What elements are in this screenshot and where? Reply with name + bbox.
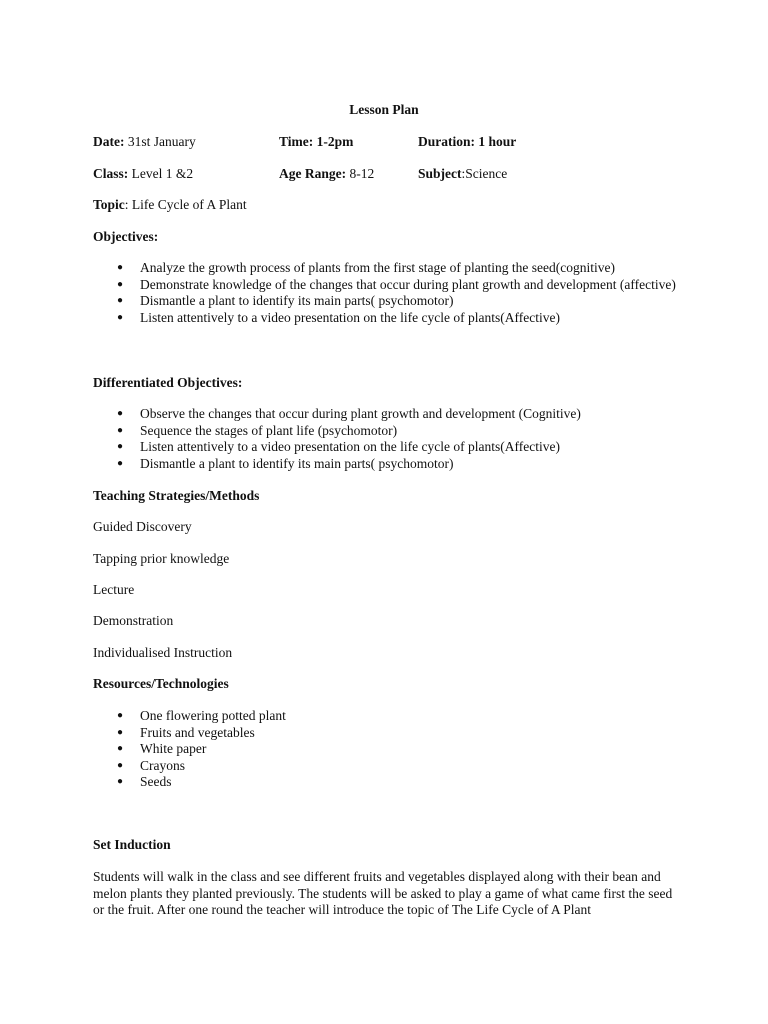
list-item <box>93 310 683 327</box>
differentiated-text: Observe the changes that occur during plant growth and development (Cognitive) <box>140 406 581 421</box>
objective-text: Analyze the growth process of plants from the first stage of planting the seed(cognitive) <box>140 260 615 275</box>
duration-field: Duration: 1 hour <box>418 134 517 149</box>
list-item <box>93 423 683 440</box>
topic-value: : Life Cycle of A Plant <box>124 197 247 212</box>
resource-text: One flowering potted plant <box>140 708 286 723</box>
class-label: Class: <box>93 166 129 181</box>
list-item <box>93 277 683 294</box>
resource-text: White paper <box>140 741 207 757</box>
differentiated-text: Listen attentively to a video presentation on the life cycle of plants(Affective) <box>140 439 560 455</box>
list-item <box>93 725 683 742</box>
bullet-icon: ● <box>117 262 124 273</box>
resource-text: Fruits and vegetables <box>140 724 255 740</box>
set-induction-text: Students will walk in the class and see different fruits and vegetables displayed along with their bean and melon plants they planted previously. The students will be asked to play a game of what came first the seed or the fruit. After one round the teacher will introduce the topic of The Life Cycle of A Plant <box>93 869 673 918</box>
date-field <box>93 134 196 151</box>
list-item <box>93 741 683 758</box>
list-item <box>93 439 683 456</box>
resources-list <box>93 708 683 791</box>
topic-label: Topic <box>93 197 125 212</box>
bullet-icon: ● <box>117 408 124 419</box>
header-row-class <box>93 166 693 183</box>
list-item <box>93 774 683 791</box>
differentiated-text: Dismantle a plant to identify its main parts( psychomotor) <box>140 455 454 471</box>
bullet-icon: ● <box>117 457 124 469</box>
resource-text: Crayons <box>140 757 185 773</box>
strategies-heading: Teaching Strategies/Methods <box>93 488 260 503</box>
date-label: Date: <box>93 134 125 149</box>
age-label: Age Range: <box>279 166 347 181</box>
list-item <box>93 456 683 473</box>
bullet-icon: ● <box>117 295 124 307</box>
strategy-item: Tapping prior knowledge <box>93 551 230 566</box>
list-item <box>93 708 683 725</box>
bullet-icon: ● <box>117 726 124 738</box>
strategy-item: Guided Discovery <box>93 519 192 534</box>
objective-text: Dismantle a plant to identify its main parts( psychomotor) <box>140 293 454 309</box>
strategy-item: Demonstration <box>93 613 174 628</box>
list-item <box>93 406 683 423</box>
bullet-icon: ● <box>117 710 124 721</box>
strategy-item: Lecture <box>93 582 135 597</box>
differentiated-list <box>93 406 683 472</box>
bullet-icon: ● <box>117 424 124 436</box>
objective-text: Demonstrate knowledge of the changes that occur during plant growth and development (affective) <box>140 276 676 292</box>
bullet-icon: ● <box>117 278 124 290</box>
date-value: 31st January <box>124 134 196 149</box>
resources-heading: Resources/Technologies <box>93 676 229 691</box>
resource-text: Seeds <box>140 774 172 790</box>
bullet-icon: ● <box>117 759 124 771</box>
bullet-icon: ● <box>117 776 124 788</box>
topic-line <box>93 197 247 214</box>
list-item <box>93 293 683 310</box>
subject-value: :Science <box>461 166 508 181</box>
objectives-heading: Objectives: <box>93 229 159 244</box>
class-value: Level 1 &2 <box>128 166 194 181</box>
objective-text: Listen attentively to a video presentation on the life cycle of plants(Affective) <box>140 309 560 325</box>
subject-label: Subject <box>418 166 462 181</box>
bullet-icon: ● <box>117 311 124 323</box>
age-value: 8-12 <box>346 166 375 181</box>
age-field <box>279 166 374 183</box>
differentiated-heading: Differentiated Objectives: <box>93 375 243 390</box>
class-field <box>93 166 193 183</box>
header-row-date <box>93 134 693 151</box>
list-item <box>93 758 683 775</box>
page-title: Lesson Plan <box>349 102 419 117</box>
bullet-icon: ● <box>117 743 124 755</box>
list-item <box>93 260 683 277</box>
strategy-item: Individualised Instruction <box>93 645 233 660</box>
set-induction-heading: Set Induction <box>93 837 171 852</box>
subject-field <box>418 166 507 183</box>
bullet-icon: ● <box>117 441 124 453</box>
differentiated-text: Sequence the stages of plant life (psychomotor) <box>140 422 398 438</box>
objectives-list <box>93 260 683 326</box>
time-field: Time: 1-2pm <box>279 134 354 149</box>
